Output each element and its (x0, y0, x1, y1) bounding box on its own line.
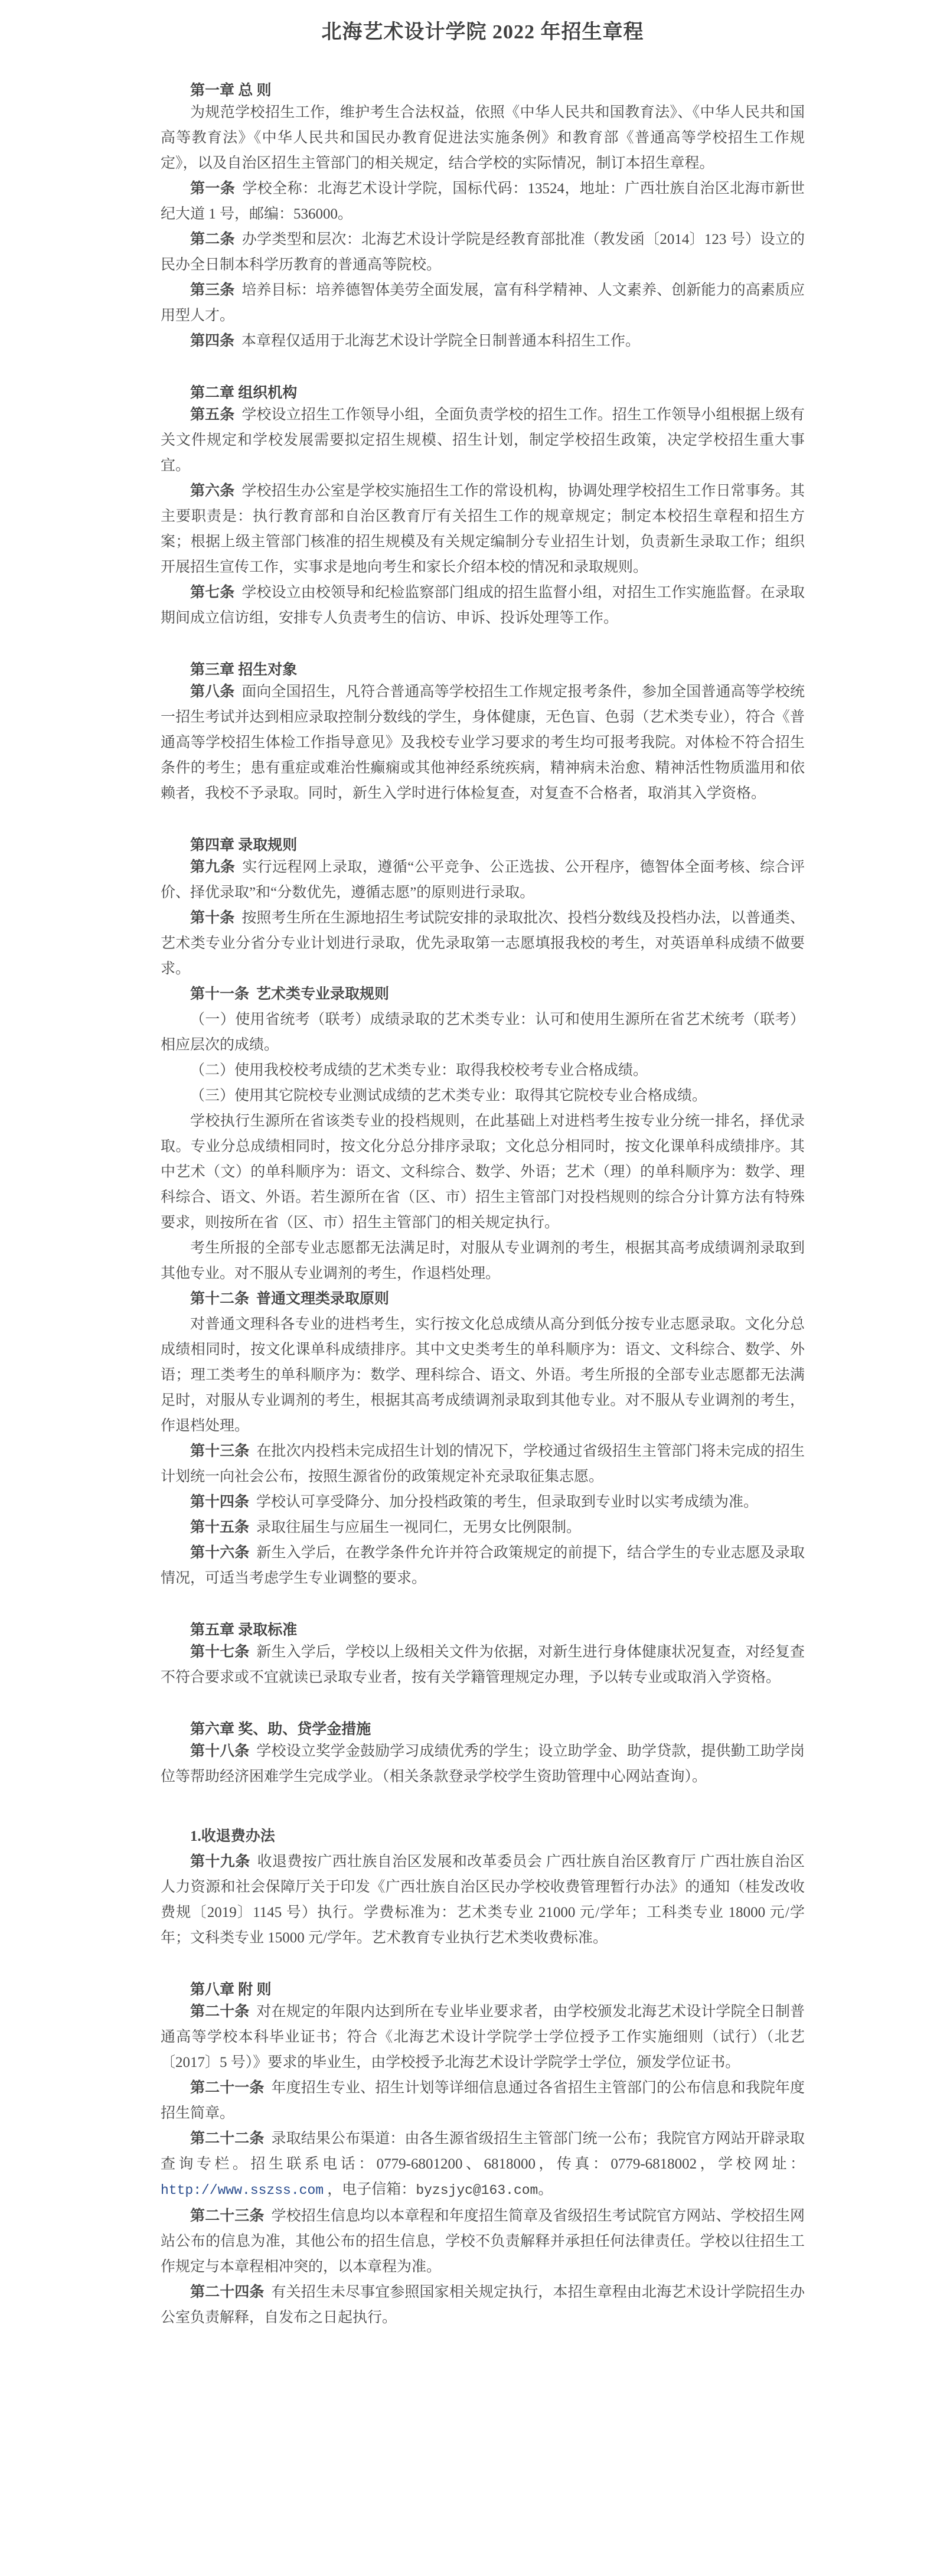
article-paragraph (161, 1639, 805, 1690)
chapter-heading: 第二章 组织机构 (190, 385, 298, 401)
chapter-heading: 第六章 奖、助、贷学金措施 (190, 1721, 371, 1737)
article-text: 学校认可享受降分、加分投档政策的考生，但录取到专业时以实考成绩为准。 (256, 1494, 759, 1510)
article-paragraph (161, 328, 805, 354)
article-paragraph (161, 100, 805, 176)
article-text: 学校设立奖学金鼓励学习成绩优秀的学生；设立助学金、助学贷款，提供勤工助学岗位等帮助经济困难学生完成学业。（相关条款登录学校学生资助管理中心网站查询）。 (161, 1743, 805, 1785)
article-label: 第三条 (190, 282, 235, 298)
article-paragraph (161, 855, 805, 905)
email-address: byzsjyc@163.com (416, 2183, 538, 2198)
article-label: 第十二条 (190, 1291, 250, 1307)
article-label: 第二十条 (190, 2004, 250, 2020)
article-label: 第十三条 (190, 1443, 250, 1459)
article-text: 对在规定的年限内达到所在专业毕业要求者，由学校颁发北海艺术设计学院全日制普通高等学校本科毕业证书；符合《北海艺术设计学院学士学位授予工作实施细则（试行）（北艺〔2017〕5 号）》要求的毕业生，由学校授予北海艺术设计学院学士学位，颁发学位证书。 (161, 2004, 805, 2070)
article-paragraph (161, 227, 805, 278)
article-label: 第二十一条 (190, 2080, 265, 2096)
article-paragraph (161, 176, 805, 227)
article-paragraph (161, 278, 805, 328)
article-paragraph (161, 679, 805, 806)
article-text: 学校招生办公室是学校实施招生工作的常设机构，协调处理学校招生工作日常事务。其主要职责是：执行教育部和自治区教育厅有关招生工作的规章规定；制定本校招生章程和招生方案；根据上级主管部门核准的招生规模及有关规定编制分专业招生计划，负责新生录取工作；组织开展招生宣传工作，实事求是地向考生和家长介绍本校的情况和录取规则。 (161, 483, 805, 575)
article-text: 年度招生专业、招生计划等详细信息通过各省招生主管部门的公布信息和我院年度招生简章。 (161, 2080, 805, 2121)
article-label: 第十四条 (190, 1494, 250, 1510)
article-text: 1.收退费办法 (190, 1828, 275, 1844)
article-text: 对普通文理科各专业的进档考生，实行按文化总成绩从高分到低分按专业志愿录取。文化分总成绩相同时，按文化课单科成绩排序。其中文史类考生的单科顺序为：语文、文科综合、数学、外语；理工类考生的单科顺序为：数学、理科综合、语文、外语。考生所报的全部专业志愿都无法满足时，对服从专业调剂的考生，根据其高考成绩调剂录取到其他专业。对不服从专业调剂的考生，作退档处理。 (161, 1316, 805, 1434)
article-paragraph (161, 580, 805, 631)
article-label: 第二条 (190, 231, 235, 247)
article-label: 第二十四条 (190, 2284, 265, 2300)
article-text: 按照考生所在生源地招生考试院安排的录取批次、投档分数线及投档办法，以普通类、艺术类专业分省分专业计划进行录取，优先录取第一志愿填报我校的考生，对英语单科成绩不做要求。 (161, 910, 805, 977)
chapter-heading: 第八章 附 则 (190, 1982, 272, 1998)
article-text: 面向全国招生，凡符合普通高等学校招生工作规定报考条件，参加全国普通高等学校统一招生考试并达到相应录取控制分数线的学生，身体健康，无色盲、色弱（艺术类专业），符合《普通高等学校招生体检工作指导意见》及我校专业学习要求的考生均可报考我院。对体检不符合招生条件的考生；患有重症或难治性癫痫或其他神经系统疾病，精神病未治愈、精神活性物质滥用和依赖者，我校不予录取。同时，新生入学时进行体检复查，对复查不合格者，取消其入学资格。 (161, 684, 805, 801)
document-body (161, 79, 805, 2330)
article-text: 在批次内投档未完成招生计划的情况下，学校通过省级招生主管部门将未完成的招生计划统一向社会公布，按照生源省份的政策规定补充录取征集志愿。 (161, 1443, 805, 1485)
article-paragraph (161, 402, 805, 478)
article-label: 第二十二条 (190, 2131, 265, 2147)
article-text: 学校设立招生工作领导小组，全面负责学校的招生工作。招生工作领导小组根据上级有关文件规定和学校发展需要拟定招生规模、招生计划，制定学校招生政策，决定学校招生重大事宜。 (161, 407, 805, 474)
article-text: 新生入学后，在教学条件允许并符合政策规定的前提下，结合学生的专业志愿及录取情况，可适当考虑学生专业调整的要求。 (161, 1545, 805, 1586)
article-label: 第七条 (190, 585, 235, 601)
article-text: 为规范学校招生工作，维护考生合法权益，依照《中华人民共和国教育法》、《中华人民共和国高等教育法》《中华人民共和国民办教育促进法实施条例》和教育部《普通高等学校招生工作规定》，以及自治区招生主管部门的相关规定，结合学校的实际情况，制订本招生章程。 (161, 105, 805, 171)
article-paragraph (161, 1739, 805, 1789)
article-paragraph (161, 982, 805, 1007)
article-paragraph (161, 1439, 805, 1489)
article-paragraph (161, 1235, 805, 1286)
article-paragraph (161, 2126, 805, 2203)
article-text: 实行远程网上录取，遵循“公平竞争、公正选拔、公开程序，德智体全面考核、综合评价、择优录取”和“分数优先，遵循志愿”的原则进行录取。 (161, 859, 805, 901)
article-label: 第十八条 (190, 1743, 250, 1759)
article-label: 第十条 (190, 910, 235, 926)
article-text: （一）使用省统考（联考）成绩录取的艺术类专业：认可和使用生源所在省艺术统考（联考）相应层次的成绩。 (161, 1012, 805, 1053)
article-paragraph (161, 905, 805, 982)
article-paragraph (161, 2203, 805, 2280)
article-text: 学校招生信息均以本章程和年度招生简章及省级招生考试院官方网站、学校招生网站公布的信息为准，其他公布的招生信息，学校不负责解释并承担任何法律责任。学校以往招生工作规定与本章程相冲突的，以本章程为准。 (161, 2208, 805, 2275)
article-text: 学校设立由校领导和纪检监察部门组成的招生监督小组，对招生工作实施监督。在录取期间成立信访组，安排专人负责考生的信访、申诉、投诉处理等工作。 (161, 585, 805, 626)
article-label: 第八条 (190, 684, 235, 700)
article-text: 培养目标：培养德智体美劳全面发展，富有科学精神、人文素养、创新能力的高素质应用型人才。 (161, 282, 805, 324)
article-paragraph (161, 1083, 805, 1108)
article-paragraph (161, 1999, 805, 2075)
article-label: 第四条 (190, 333, 235, 349)
article-paragraph (161, 1058, 805, 1083)
article-text: 学校执行生源所在省该类专业的投档规则，在此基础上对进档考生按专业分统一排名，择优录取。专业分总成绩相同时，按文化分总分排序录取；文化总分相同时，按文化课单科成绩排序。其中艺术（文）的单科顺序为：语文、文科综合、数学、外语；艺术（理）的单科顺序为：数学、理科综合、语文、外语。若生源所在省（区、市）招生主管部门对投档规则的综合分计算方法有特殊要求，则按所在省（区、市）招生主管部门的相关规定执行。 (161, 1113, 805, 1231)
article-paragraph (161, 478, 805, 580)
article-text: 新生入学后，学校以上级相关文件为依据，对新生进行身体健康状况复查，对经复查不符合要求或不宜就读已录取专业者，按有关学籍管理规定办理，予以转专业或取消入学资格。 (161, 1644, 805, 1685)
article-paragraph (161, 1489, 805, 1515)
chapter-heading: 第一章 总 则 (190, 83, 272, 99)
article-text: 收退费按广西壮族自治区发展和改革委员会 广西壮族自治区教育厅 广西壮族自治区人力资源和社会保障厅关于印发《广西壮族自治区民办学校收费管理暂行办法》的通知（桂发改收费规〔2019〕1145 号）执行。学费标准为：艺术类专业 21000 元/学年；工科类专业 18000 元/学年；文科类专业 15000 元/学年。艺术教育专业执行艺术类收费标准。 (161, 1854, 805, 1946)
article-text-middle: ，电子信箱： (324, 2182, 416, 2197)
article-label: 第二十三条 (190, 2208, 265, 2224)
article-text: 普通文理类录取原则 (256, 1291, 390, 1307)
article-text: 艺术类专业录取规则 (256, 986, 390, 1002)
article-text: 录取结果公布渠道：由各生源省级招生主管部门统一公布；我院官方网站开辟录取查询专栏。招生联系电话：0779-6801200、6818000，传真：0779-6818002，学校网址： (161, 2131, 805, 2172)
chapter-heading: 第五章 录取标准 (190, 1622, 298, 1638)
article-text: 考生所报的全部专业志愿都无法满足时，对服从专业调剂的考生，根据其高考成绩调剂录取到其他专业。对不服从专业调剂的考生，作退档处理。 (161, 1240, 805, 1282)
chapter-heading: 第四章 录取规则 (190, 837, 298, 853)
article-label: 第六条 (190, 483, 235, 499)
article-paragraph (161, 1849, 805, 1951)
article-text: （二）使用我校校考成绩的艺术类专业：取得我校校考专业合格成绩。 (190, 1062, 648, 1078)
article-text-after: 。 (538, 2182, 553, 2197)
article-label: 第十五条 (190, 1519, 250, 1535)
article-label: 第十七条 (190, 1644, 250, 1660)
article-paragraph (161, 2280, 805, 2330)
article-paragraph (161, 1515, 805, 1540)
article-paragraph (161, 1540, 805, 1591)
article-label: 第五条 (190, 407, 235, 423)
website-link[interactable]: http://www.sszss.com (161, 2183, 324, 2198)
article-text: 录取往届生与应届生一视同仁，无男女比例限制。 (256, 1519, 582, 1535)
article-text: 本章程仅适用于北海艺术设计学院全日制普通本科招生工作。 (241, 333, 641, 349)
article-paragraph (161, 1824, 805, 1849)
article-paragraph (161, 1286, 805, 1312)
article-paragraph (161, 1312, 805, 1439)
article-label: 第九条 (190, 859, 236, 875)
article-text: 有关招生未尽事宜参照国家相关规定执行，本招生章程由北海艺术设计学院招生办公室负责解释，自发布之日起执行。 (161, 2284, 805, 2326)
article-text: 办学类型和层次：北海艺术设计学院是经教育部批准（教发函〔2014〕123 号）设立的民办全日制本科学历教育的普通高等院校。 (161, 231, 805, 273)
article-paragraph (161, 1007, 805, 1058)
article-label: 第十六条 (190, 1545, 250, 1561)
article-label: 第十一条 (190, 986, 250, 1002)
article-label: 第一条 (190, 181, 236, 197)
article-text: （三）使用其它院校专业测试成绩的艺术类专业：取得其它院校专业合格成绩。 (190, 1088, 707, 1104)
article-paragraph (161, 2075, 805, 2126)
article-paragraph (161, 1108, 805, 1235)
page-title: 北海艺术设计学院 2022 年招生章程 (321, 21, 644, 43)
article-text: 学校全称：北海艺术设计学院，国标代码：13524，地址：广西壮族自治区北海市新世纪大道 1 号，邮编：536000。 (161, 181, 805, 222)
chapter-heading: 第三章 招生对象 (190, 662, 298, 678)
article-label: 第十九条 (190, 1854, 250, 1870)
